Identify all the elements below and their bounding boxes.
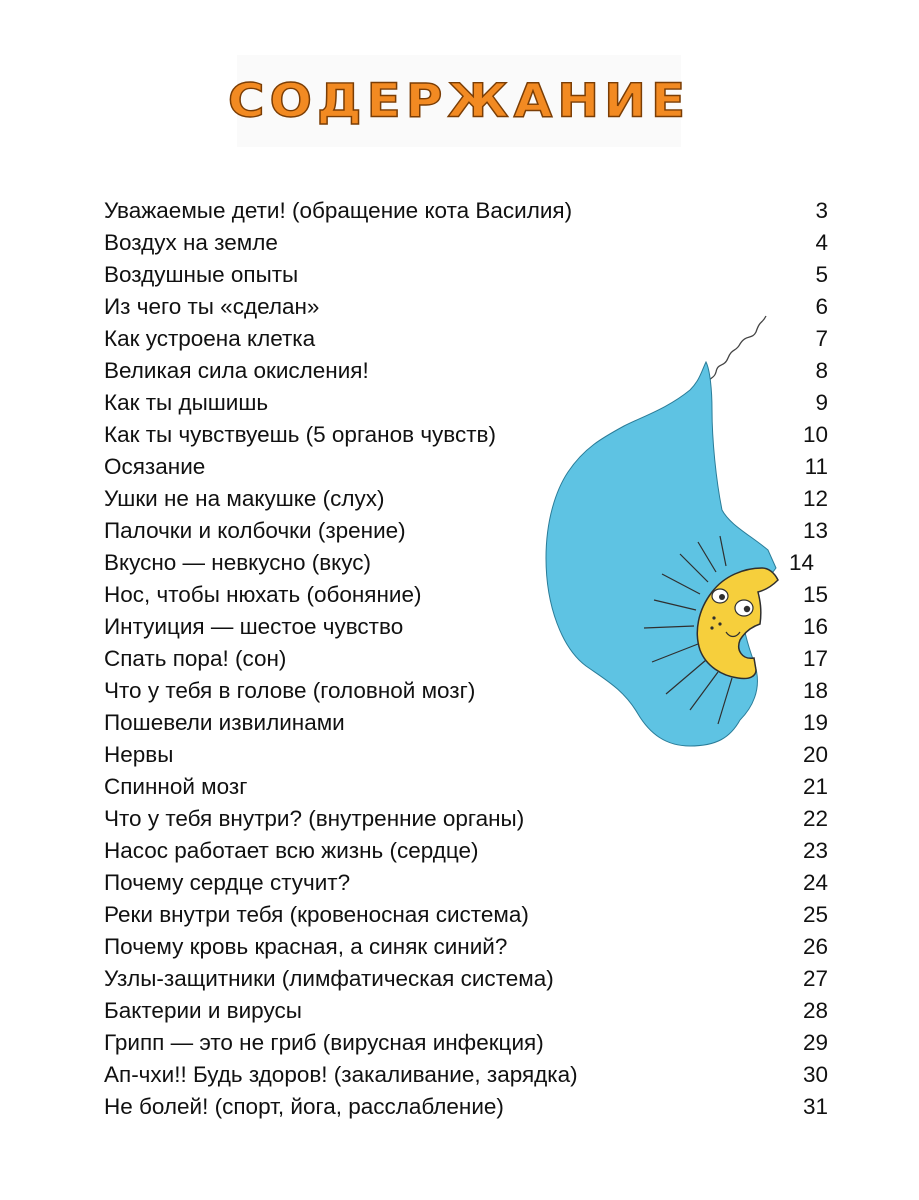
toc-entry[interactable] <box>104 675 828 707</box>
toc-entry-title: Как ты дышишь <box>104 390 269 415</box>
toc-entry-title: Великая сила окисления! <box>104 358 369 383</box>
toc-entry[interactable] <box>104 995 828 1027</box>
toc-entry-page: 31 <box>802 1094 828 1119</box>
toc-entry-title: Ушки не на макушке (слух) <box>104 486 385 511</box>
toc-entry-page: 12 <box>802 486 828 511</box>
toc-entry-page: 14 <box>788 550 814 575</box>
toc-entry-page: 18 <box>802 678 828 703</box>
toc-entry-page: 10 <box>802 422 828 447</box>
toc-entry-title: Бактерии и вирусы <box>104 998 302 1023</box>
toc-entry-title: Что у тебя внутри? (внутренние органы) <box>104 806 525 831</box>
toc-entry[interactable] <box>104 515 828 547</box>
toc-entry-title: Осязание <box>104 454 206 479</box>
toc-entry[interactable] <box>104 259 828 291</box>
toc-entry[interactable] <box>104 643 828 675</box>
toc-entry-page: 19 <box>802 710 828 735</box>
toc-entry-title: Насос работает всю жизнь (сердце) <box>104 838 479 863</box>
toc-entry-title: Узлы-защитники (лимфатическая система) <box>104 966 554 991</box>
toc-entry-page: 7 <box>815 326 828 351</box>
toc-entry-title: Уважаемые дети! (обращение кота Василия) <box>104 198 573 223</box>
toc-entry-page: 5 <box>815 262 828 287</box>
toc-entry-title: Спать пора! (сон) <box>104 646 287 671</box>
toc-entry[interactable] <box>104 1027 828 1059</box>
toc-entry-page: 25 <box>802 902 828 927</box>
toc-entry[interactable] <box>104 963 828 995</box>
toc-entry-title: Палочки и колбочки (зрение) <box>104 518 406 543</box>
toc-entry[interactable] <box>104 803 828 835</box>
toc-entry[interactable] <box>104 451 828 483</box>
toc-entry-page: 27 <box>802 966 828 991</box>
toc-entry[interactable] <box>104 931 828 963</box>
toc-entry-title: Как ты чувствуешь (5 органов чувств) <box>104 422 496 447</box>
toc-entry-title: Нос, чтобы нюхать (обоняние) <box>104 582 422 607</box>
toc-entry[interactable] <box>104 323 828 355</box>
toc-entry[interactable] <box>104 291 828 323</box>
toc-entry[interactable] <box>104 227 828 259</box>
toc-entry-page: 23 <box>802 838 828 863</box>
toc-entry-title: Интуиция — шестое чувство <box>104 614 404 639</box>
toc-entry-page: 11 <box>804 454 828 479</box>
toc-entry-title: Почему кровь красная, а синяк синий? <box>104 934 508 959</box>
toc-entry[interactable] <box>104 739 828 771</box>
toc-entry-page: 29 <box>802 1030 828 1055</box>
toc-entry-page: 28 <box>802 998 828 1023</box>
toc-entry-page: 26 <box>802 934 828 959</box>
toc-entry[interactable] <box>104 355 828 387</box>
toc-entry-title: Нервы <box>104 742 174 767</box>
toc-entry[interactable] <box>104 771 828 803</box>
toc-entry-title: Вкусно — невкусно (вкус) <box>104 550 372 575</box>
toc-entry[interactable] <box>104 579 828 611</box>
toc-entry-page: 13 <box>802 518 828 543</box>
toc-entry-page: 8 <box>815 358 828 383</box>
toc-entry-title: Что у тебя в голове (головной мозг) <box>104 678 476 703</box>
toc-entry-page: 21 <box>802 774 828 799</box>
toc-entry-title: Пошевели извилинами <box>104 710 345 735</box>
toc-entry-page: 3 <box>815 198 828 223</box>
toc-entry-title: Воздушные опыты <box>104 262 299 287</box>
toc-entry[interactable] <box>104 419 828 451</box>
toc-entry-page: 20 <box>802 742 828 767</box>
toc-entry-title: Из чего ты «сделан» <box>104 294 320 319</box>
toc-entry[interactable] <box>104 611 828 643</box>
toc-entry-title: Ап-чхи!! Будь здоров! (закаливание, зарядка) <box>104 1062 578 1087</box>
toc-entry-page: 24 <box>802 870 828 895</box>
toc-entry-page: 9 <box>815 390 828 415</box>
toc-entry-page: 4 <box>815 230 828 255</box>
toc-entry[interactable] <box>104 483 828 515</box>
toc-entry-title: Почему сердце стучит? <box>104 870 351 895</box>
toc-entry[interactable] <box>104 835 828 867</box>
toc-entry-title: Воздух на земле <box>104 230 278 255</box>
toc-entry-title: Как устроена клетка <box>104 326 316 351</box>
toc-entry-title: Реки внутри тебя (кровеносная система) <box>104 902 529 927</box>
toc-entry[interactable] <box>104 547 828 579</box>
toc-entry[interactable] <box>104 867 828 899</box>
toc-entry[interactable] <box>104 707 828 739</box>
toc-entry[interactable] <box>104 387 828 419</box>
toc-entry-page: 16 <box>802 614 828 639</box>
page-title: СОДЕРЖАНИЕ <box>227 74 691 128</box>
toc-entry[interactable] <box>104 195 828 227</box>
toc-entry-page: 15 <box>802 582 828 607</box>
toc-entry-title: Грипп — это не гриб (вирусная инфекция) <box>104 1030 544 1055</box>
toc-entry-title: Не болей! (спорт, йога, расслабление) <box>104 1094 504 1119</box>
toc-entry[interactable] <box>104 1091 828 1123</box>
toc-entry[interactable] <box>104 899 828 931</box>
toc-entry-page: 22 <box>802 806 828 831</box>
toc-entry-page: 30 <box>802 1062 828 1087</box>
toc-entry-page: 17 <box>802 646 828 671</box>
toc-entry-title: Спинной мозг <box>104 774 248 799</box>
toc-entry[interactable] <box>104 1059 828 1091</box>
toc-entry-page: 6 <box>815 294 828 319</box>
